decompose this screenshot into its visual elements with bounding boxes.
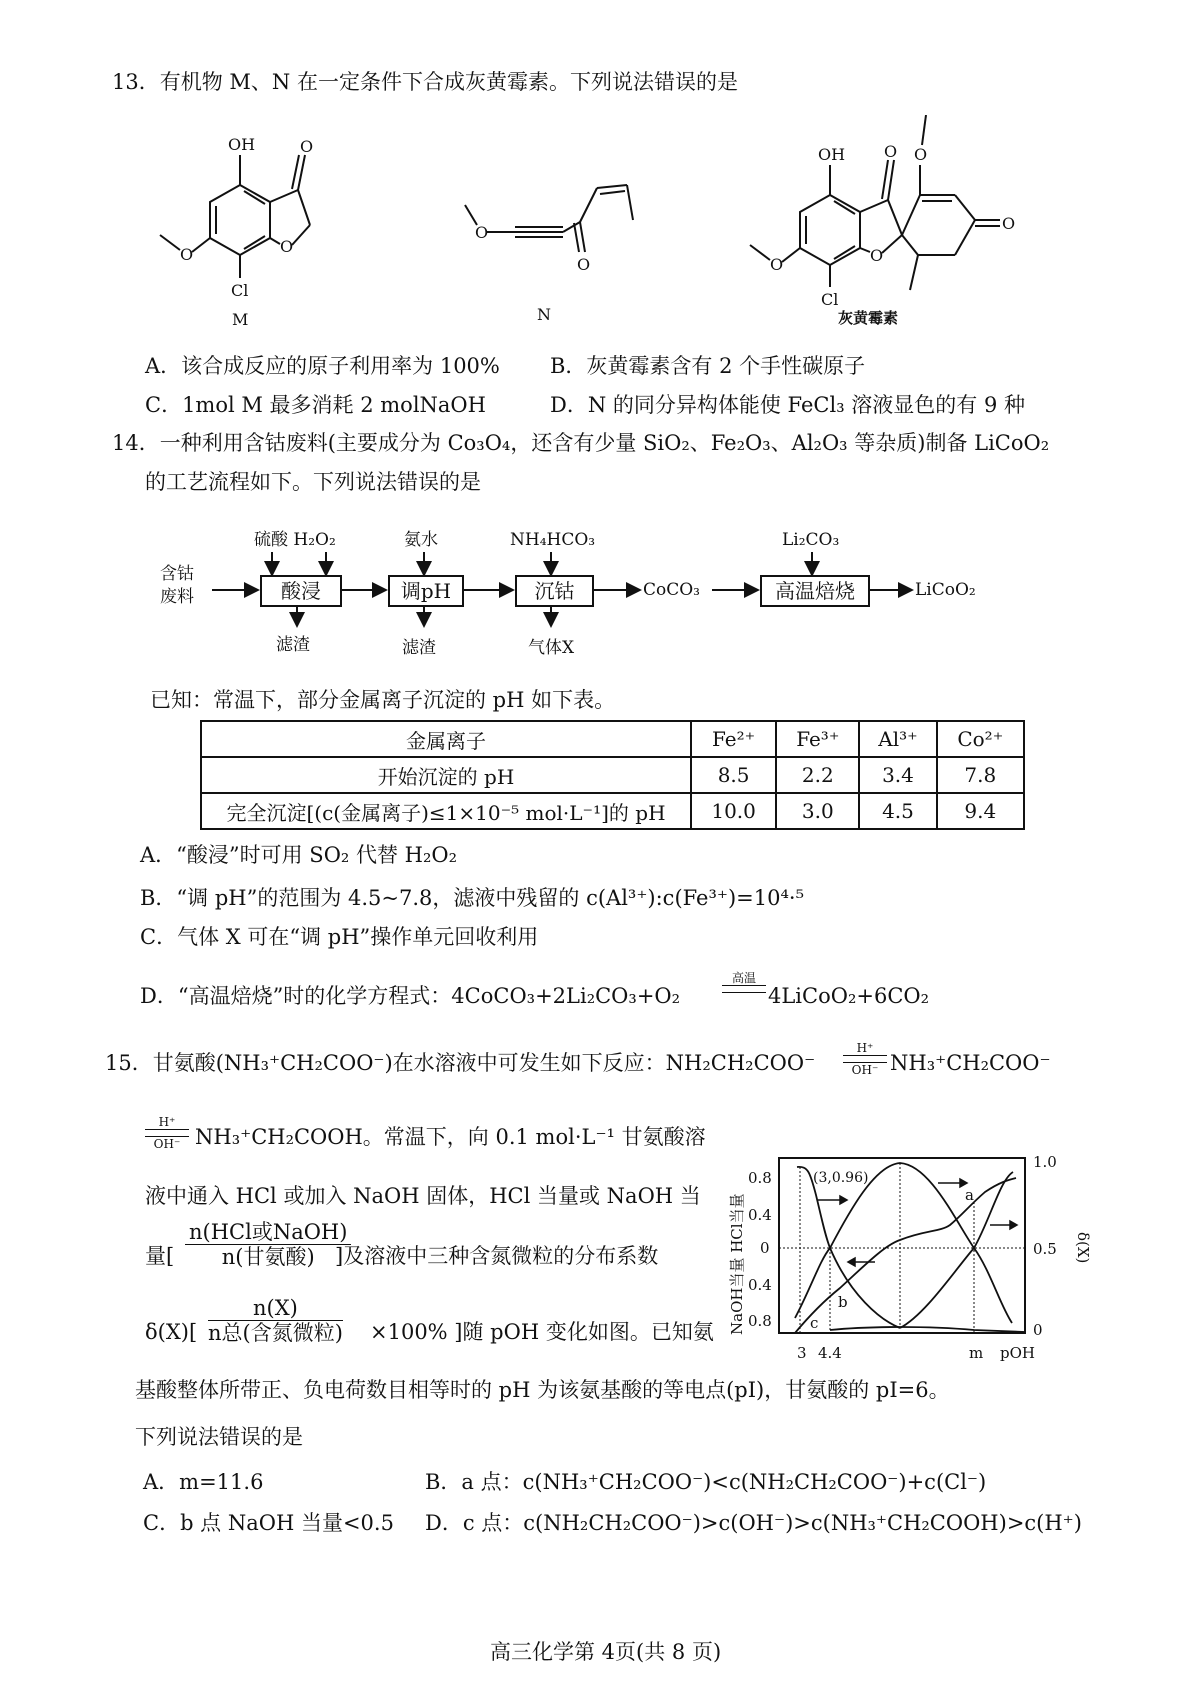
cl-label: Cl <box>821 290 839 309</box>
arrow-left-icon <box>848 1258 855 1266</box>
x-axis-label: pOH <box>1000 1344 1035 1362</box>
oh-label: OH <box>228 135 256 154</box>
fraction-numerator: n(X) <box>208 1296 343 1321</box>
q14-option-d[interactable]: D．“高温焙烧”时的化学方程式：4CoCO₃+2Li₂CO₃+O₂ <box>140 984 681 1008</box>
q13-option-d[interactable]: D．N 的同分异构体能使 FeCl₃ 溶液显色的有 9 种 <box>550 393 1026 417</box>
right-tick-label: 0.5 <box>1033 1240 1057 1258</box>
m-label: M <box>232 310 249 329</box>
fraction-denominator: n总(含氮微粒) <box>208 1321 343 1345</box>
table-cell: 9.4 <box>937 793 1024 829</box>
flow-step-roast: 高温焙烧 <box>760 575 870 607</box>
left-tick-label: 0.8 <box>748 1312 772 1330</box>
flow-step-precipitate-cobalt: 沉钴 <box>515 575 594 607</box>
table-row <box>201 793 1024 829</box>
q15-line4-post: ]及溶液中三种含氮微粒的分布系数 <box>335 1244 659 1268</box>
left-tick-label: 0.4 <box>748 1206 772 1224</box>
table-cell: 8.5 <box>691 757 776 793</box>
table-cell: 开始沉淀的 pH <box>201 757 691 793</box>
curve-bottom <box>830 1327 1025 1332</box>
q15-option-a[interactable]: A．m=11.6 <box>143 1470 264 1494</box>
q14-stem-line1: 14．一种利用含钴废料(主要成分为 Co₃O₄，还含有少量 SiO₂、Fe₂O₃、Al₂O₃ 等杂质)制备 LiCoO₂ <box>112 431 1050 455</box>
left-tick-label: 0.4 <box>748 1276 772 1294</box>
o-label: O <box>280 237 294 256</box>
o-label: O <box>300 137 314 156</box>
curve-anion <box>900 1172 1013 1328</box>
flow-reagent-sulfuric-h2o2: 硫酸 H₂O₂ <box>254 530 336 550</box>
o-label: O <box>475 223 489 242</box>
q13-option-b[interactable]: B．灰黄霉素含有 2 个手性碳原子 <box>550 354 866 378</box>
flow-intermediate-coco3: CoCO₃ <box>643 580 701 600</box>
q15-line5-post: ×100% ]随 pOH 变化如图。已知氨 <box>370 1320 714 1344</box>
q14-known: 已知：常温下，部分金属离子沉淀的 pH 如下表。 <box>150 688 616 712</box>
flow-feed-line1: 含钴 <box>160 564 194 584</box>
q13-option-c[interactable]: C．1mol M 最多消耗 2 molNaOH <box>145 393 486 417</box>
o-label: O <box>870 246 884 265</box>
structure-griseofulvin <box>730 115 1030 335</box>
precipitation-ph-table <box>200 720 1025 830</box>
point-a-label: a <box>965 1186 974 1204</box>
left-axis-label: NaOH当量 HCl当量 <box>728 1193 746 1335</box>
right-tick-label: 1.0 <box>1033 1153 1057 1171</box>
h-plus: H⁺ <box>856 1041 874 1055</box>
cl-label: Cl <box>231 281 249 300</box>
fraction-denominator: n(甘氨酸) <box>221 1245 315 1269</box>
q15-line1: 15．甘氨酸(NH₃⁺CH₂COO⁻)在水溶液中可发生如下反应：NH₂CH₂COO⁻ <box>105 1051 816 1075</box>
q15-line4-pre: 量[ <box>145 1244 175 1268</box>
flow-reagent-nh4hco3: NH₄HCO₃ <box>510 530 596 550</box>
right-axis-label: δ(X) <box>1074 1232 1092 1264</box>
o-label: O <box>914 145 928 164</box>
table-cell: 4.5 <box>859 793 936 829</box>
oh-minus: OH⁻ <box>153 1137 181 1151</box>
griseofulvin-label: 灰黄霉素 <box>838 309 899 327</box>
arrow-right-icon <box>840 1196 847 1204</box>
point-annotation: (3,0.96) <box>813 1170 869 1186</box>
condition-high-temp: 高温 <box>731 971 756 985</box>
q14-option-b[interactable]: B．“调 pH”的范围为 4.5~7.8，滤液中残留的 c(Al³⁺):c(Fe³⁺)=10⁴·⁵ <box>140 886 805 910</box>
table-cell: 完全沉淀[(c(金属离子)≤1×10⁻⁵ mol·L⁻¹]的 pH <box>201 793 691 829</box>
flow-reagent-li2co3: Li₂CO₃ <box>782 530 840 550</box>
x-tick-label: m <box>969 1344 984 1362</box>
h-plus: H⁺ <box>158 1115 176 1129</box>
q14-option-c[interactable]: C．气体 X 可在“调 pH”操作单元回收利用 <box>140 925 539 949</box>
q14-option-a[interactable]: A．“酸浸”时可用 SO₂ 代替 H₂O₂ <box>140 843 458 867</box>
oh-minus: OH⁻ <box>851 1063 879 1077</box>
point-b-label: b <box>838 1293 848 1311</box>
table-cell: 3.0 <box>776 793 859 829</box>
table-row <box>201 757 1024 793</box>
point-c-label: c <box>810 1314 819 1332</box>
reversible-arrow <box>843 1042 887 1076</box>
structure-n <box>455 160 655 330</box>
q15-option-d[interactable]: D．c 点：c(NH₂CH₂COO⁻)>c(OH⁻)>c(NH₃⁺CH₂COOH)>c(H⁺) <box>425 1511 1082 1535</box>
right-tick-label: 0 <box>1033 1321 1043 1339</box>
x-tick-label: 4.4 <box>818 1344 842 1362</box>
q15-option-c[interactable]: C．b 点 NaOH 当量<0.5 <box>143 1511 394 1535</box>
table-cell: 3.4 <box>859 757 936 793</box>
curve-cation <box>797 1167 900 1328</box>
left-tick-label: 0 <box>760 1239 770 1257</box>
q13-option-a[interactable]: A．该合成反应的原子利用率为 100% <box>145 354 500 378</box>
reversible-arrow <box>145 1116 189 1150</box>
q15-line3: 液中通入 HCl 或加入 NaOH 固体，HCl 当量或 NaOH 当 <box>145 1184 701 1208</box>
flow-feed-line2: 废料 <box>160 587 194 607</box>
table-header: Fe³⁺ <box>776 721 859 757</box>
q15-line1-product: NH₃⁺CH₂COO⁻ <box>890 1051 1051 1075</box>
o-label: O <box>770 255 784 274</box>
flow-out-gas-x: 气体X <box>528 638 575 658</box>
table-header: Al³⁺ <box>859 721 936 757</box>
equivalent-fraction <box>185 1220 351 1269</box>
left-tick-label: 0.8 <box>748 1169 772 1187</box>
table-cell: 7.8 <box>937 757 1024 793</box>
glycine-distribution-graph <box>700 1120 1100 1380</box>
arrow-right-icon <box>1010 1221 1017 1229</box>
table-header-row <box>201 721 1024 757</box>
x-tick-label: 3 <box>797 1344 807 1362</box>
flow-step-acid-leach: 酸浸 <box>260 575 342 607</box>
q15-option-b[interactable]: B．a 点：c(NH₃⁺CH₂COO⁻)<c(NH₂CH₂COO⁻)+c(Cl⁻) <box>425 1470 987 1494</box>
condition-equals-sign <box>722 972 766 994</box>
table-header: Co²⁺ <box>937 721 1024 757</box>
o-label: O <box>1002 214 1016 233</box>
table-cell: 2.2 <box>776 757 859 793</box>
oh-label: OH <box>818 145 846 164</box>
q13-stem: 13．有机物 M、N 在一定条件下合成灰黄霉素。下列说法错误的是 <box>112 70 738 94</box>
flow-product-licoo2: LiCoO₂ <box>915 580 976 600</box>
curve-equivalent <box>795 1178 1016 1333</box>
structure-m <box>140 110 340 330</box>
q14-stem-line2: 的工艺流程如下。下列说法错误的是 <box>145 470 481 494</box>
fraction-numerator: n(HCl或NaOH) <box>185 1220 351 1245</box>
o-label: O <box>577 255 591 274</box>
n-label: N <box>537 305 551 324</box>
q15-line2: NH₃⁺CH₂COOH。常温下，向 0.1 mol·L⁻¹ 甘氨酸溶 <box>195 1125 706 1149</box>
table-header: 金属离子 <box>201 721 691 757</box>
q14-option-d-products: 4LiCoO₂+6CO₂ <box>768 984 930 1008</box>
flow-out-residue2: 滤渣 <box>402 638 436 658</box>
q15-line7: 下列说法错误的是 <box>135 1425 303 1449</box>
flow-reagent-ammonia: 氨水 <box>404 530 438 550</box>
o-label: O <box>884 142 898 161</box>
table-header: Fe²⁺ <box>691 721 776 757</box>
q15-line6: 基酸整体所带正、负电荷数目相等时的 pH 为该氨基酸的等电点(pI)，甘氨酸的 pI=6。 <box>135 1378 950 1402</box>
flow-step-adjust-ph: 调pH <box>388 575 464 607</box>
q15-line5-pre: δ(X)[ <box>145 1320 198 1344</box>
o-label: O <box>180 245 194 264</box>
flow-out-residue1: 滤渣 <box>276 635 310 655</box>
distribution-fraction <box>208 1296 343 1345</box>
page-footer: 高三化学第 4页(共 8 页) <box>490 1640 722 1664</box>
table-cell: 10.0 <box>691 793 776 829</box>
